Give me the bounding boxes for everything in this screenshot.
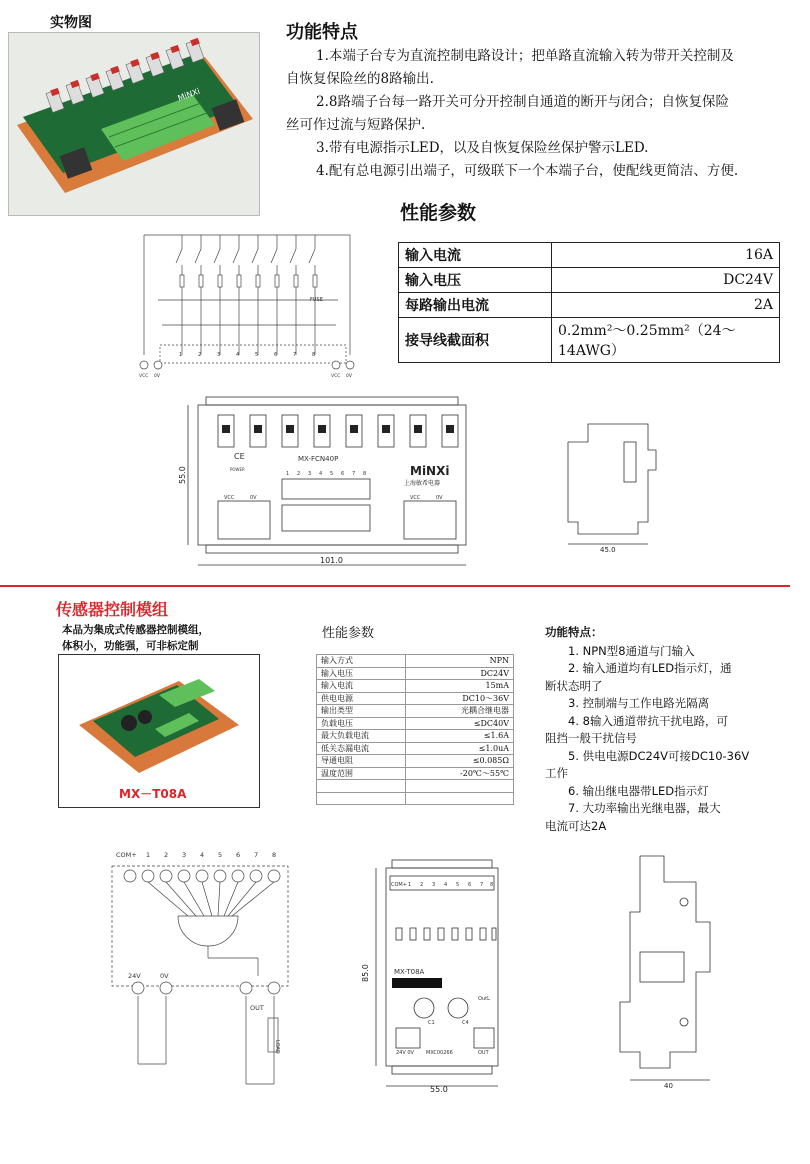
spec-row <box>399 268 780 293</box>
fuse-label: FUSE <box>310 297 323 303</box>
spec2-label: 温度范围 <box>317 767 406 780</box>
spec2-label: 输入电流 <box>317 680 406 693</box>
spec-value: 16A <box>552 243 780 268</box>
model-label: MX-FCN40P <box>298 455 339 463</box>
spec-row <box>399 243 780 268</box>
drawing-vcc-right: VCC <box>410 495 421 501</box>
spec2-label: 供电电源 <box>317 692 406 705</box>
spec2-value: DC10～36V <box>406 692 514 705</box>
spec2-label: 低关态漏电流 <box>317 742 406 755</box>
schem2-top-label: COM+ <box>116 851 137 859</box>
dim-depth: 45.0 <box>600 546 616 554</box>
spec2-value: ≤0.085Ω <box>406 755 514 768</box>
spec2-row <box>317 692 514 705</box>
drawing2-bottom-left: 24V 0V <box>396 1050 414 1056</box>
spec2-row <box>317 717 514 730</box>
product-photo-sensor-module <box>58 654 260 808</box>
spec2-row <box>317 705 514 718</box>
feature2-line: 5. 供电电源DC24V可接DC10-36V <box>568 748 750 763</box>
spec2-label: 输入方式 <box>317 655 406 668</box>
intro-line: 本品为集成式传感器控制模组， <box>62 624 209 636</box>
schematic-terminal: 7 <box>293 352 297 358</box>
schem2-top-label: 8 <box>272 851 277 859</box>
ce-mark: CE <box>234 452 245 461</box>
power-label: POWER <box>230 467 245 472</box>
schematic-0v-left: 0V <box>154 374 160 379</box>
spec2-title: 性能参数 <box>322 626 375 641</box>
spec2-label: 输出类型 <box>317 705 406 718</box>
spec2-value: ≤DC40V <box>406 717 514 730</box>
spec2-row <box>317 680 514 693</box>
drawing2-c4: C4 <box>462 1020 469 1026</box>
feature2-line: 阻挡一般干扰信号 <box>545 731 637 745</box>
dim2-width: 55.0 <box>430 1085 448 1094</box>
drawing-0v: 0V <box>250 495 257 501</box>
dim-width: 101.0 <box>320 556 343 565</box>
circuit-schematic-sensor <box>108 846 298 1096</box>
spec2-label: 负载电压 <box>317 717 406 730</box>
section2-title: 传感器控制模组 <box>56 600 169 619</box>
feature-line: 3.带有电源指示LED，以及自恢复保险丝保护警示LED. <box>316 140 649 156</box>
spec2-row <box>317 792 514 805</box>
channel-label: 2 <box>297 471 301 477</box>
drawing2-bottom-right: OUT <box>478 1050 489 1056</box>
spec2-value: 15mA <box>406 680 514 693</box>
drawing2-model: MX-T08A <box>394 968 425 976</box>
schem2-top-label: 2 <box>164 851 169 859</box>
spec2-row <box>317 780 514 793</box>
spec2-value: 光耦合继电器 <box>406 705 514 718</box>
features2-title: 功能特点： <box>545 625 603 639</box>
spec2-label: 最大负载电流 <box>317 730 406 743</box>
feature-line: 丝可作过流与短路保护. <box>286 117 426 133</box>
feature-line: 2.8路端子台每一路开关可分开控制自通道的断开与闭合；自恢复保险 <box>316 94 729 110</box>
spec-value: DC24V <box>552 268 780 293</box>
drawing2-top-label: 4 <box>444 882 448 888</box>
brand-cn: 上海敏希电器 <box>404 480 441 487</box>
spec2-value: NPN <box>406 655 514 668</box>
dim2-depth: 40 <box>664 1082 673 1090</box>
drawing2-top-label: 2 <box>420 882 424 888</box>
schem2-out: OUT <box>250 1004 264 1012</box>
schematic-terminal: 1 <box>179 352 183 358</box>
schematic-terminal: 5 <box>255 352 259 358</box>
schem2-0v: 0V <box>160 972 169 980</box>
feature2-line: 电流可达2A <box>545 818 607 833</box>
drawing2-top-label: 7 <box>480 882 484 888</box>
spec2-value: DC24V <box>406 667 514 680</box>
schematic-terminal: 8 <box>312 352 316 358</box>
spec-label: 输入电流 <box>399 243 552 268</box>
spec2-table <box>316 654 514 805</box>
spec2-row <box>317 742 514 755</box>
channel-label: 6 <box>341 471 345 477</box>
channel-label: 5 <box>330 471 334 477</box>
schematic-terminal: 6 <box>274 352 278 358</box>
spec2-value: ≤1.0uA <box>406 742 514 755</box>
features2-list <box>545 624 795 835</box>
spec-label: 接导线截面积 <box>399 318 552 363</box>
model-caption: MX－T08A <box>119 787 187 801</box>
spec2-row <box>317 655 514 668</box>
channel-label: 8 <box>363 471 367 477</box>
section-divider <box>0 585 790 587</box>
feature2-line: 3. 控制端与工作电路光隔离 <box>568 696 710 710</box>
schem2-24v: 24V <box>128 972 141 980</box>
brand-logo: MiNXi <box>410 464 450 478</box>
feature-line: 1.本端子台专为直流控制电路设计；把单路直流输入转为带开关控制及 <box>316 48 734 64</box>
board-logo: MiNXi <box>176 86 202 103</box>
drawing2-top-label: 3 <box>432 882 436 888</box>
spec2-value <box>406 792 514 805</box>
schem2-top-label: 6 <box>236 851 241 859</box>
drawing2-c1: C1 <box>428 1020 435 1026</box>
section2-intro <box>62 622 209 654</box>
schematic-terminal: 2 <box>198 352 202 358</box>
mechanical-drawing-front <box>178 395 483 575</box>
mechanical-drawing-side <box>558 412 668 557</box>
spec2-label: 导通电阻 <box>317 755 406 768</box>
channel-label: 7 <box>352 471 356 477</box>
drawing2-pcb-code: MXC00266 <box>426 1050 453 1056</box>
schem2-top-label: 3 <box>182 851 187 859</box>
drawing2-top-label: 5 <box>456 882 460 888</box>
spec-table <box>398 242 780 363</box>
spec2-label <box>317 780 406 793</box>
spec2-value: -20℃～55℃ <box>406 767 514 780</box>
spec2-label <box>317 792 406 805</box>
mechanical-drawing2-front <box>360 858 510 1094</box>
spec-row <box>399 293 780 318</box>
drawing2-top-label: COM+ <box>391 882 407 888</box>
feature2-line: 断状态明了 <box>545 678 603 693</box>
schem2-top-label: 1 <box>146 851 151 859</box>
schematic-vcc-left: VCC <box>139 374 149 379</box>
feature-line: 4.配有总电源引出端子，可级联下一个本端子台，使配线更简洁、方便. <box>316 163 739 179</box>
schematic-0v-right: 0V <box>346 374 352 379</box>
spec2-row <box>317 755 514 768</box>
drawing-vcc: VCC <box>224 495 235 501</box>
schem2-top-label: 4 <box>200 851 205 859</box>
schematic-terminal: 4 <box>236 352 240 358</box>
spec2-row <box>317 767 514 780</box>
spec-label: 每路输出电流 <box>399 293 552 318</box>
spec-value: 2A <box>552 293 780 318</box>
spec-row <box>399 318 780 363</box>
drawing2-top-label: 6 <box>468 882 472 888</box>
feature2-line: 工作 <box>545 766 568 780</box>
drawing2-outled: OutL <box>478 996 490 1002</box>
features-list <box>286 45 806 183</box>
drawing2-top-label: 8 <box>490 882 494 888</box>
feature-line: 自恢复保险丝的8路输出. <box>286 71 434 87</box>
spec-value: 0.2mm²～0.25mm²（24～14AWG） <box>552 318 780 363</box>
spec2-value <box>406 780 514 793</box>
intro-line: 体积小，功能强，可非标定制 <box>62 640 199 652</box>
spec2-label: 输入电压 <box>317 667 406 680</box>
feature2-line: 4. 8输入通道带抗干扰电路，可 <box>568 713 728 728</box>
spec-title: 性能参数 <box>400 202 477 224</box>
channel-label: 3 <box>308 471 312 477</box>
spec-label: 输入电压 <box>399 268 552 293</box>
channel-label: 4 <box>319 471 323 477</box>
feature2-line: 1. NPN型8通道与门输入 <box>568 643 695 658</box>
features-title: 功能特点 <box>286 22 358 43</box>
schematic-terminal: 3 <box>217 352 221 358</box>
feature2-line: 2. 输入通道均有LED指示灯，通 <box>568 661 732 675</box>
spec2-row <box>317 667 514 680</box>
dim-height: 55.0 <box>178 466 187 484</box>
feature2-line: 6. 输出继电器带LED指示灯 <box>568 783 709 798</box>
drawing-0v-right: 0V <box>436 495 443 501</box>
schem2-top-label: 7 <box>254 851 259 859</box>
schem2-top-label: 5 <box>218 851 223 859</box>
photo-caption: 实物图 <box>50 15 92 31</box>
spec2-value: ≤1.6A <box>406 730 514 743</box>
schem2-load: LOAD <box>274 1040 280 1054</box>
feature2-line: 7. 大功率输出光继电器，最大 <box>568 801 721 815</box>
product-photo-terminal-block <box>8 32 260 216</box>
mechanical-drawing2-side <box>600 852 730 1092</box>
channel-label: 1 <box>286 471 290 477</box>
spec2-row <box>317 730 514 743</box>
schematic-vcc-right: VCC <box>331 374 341 379</box>
circuit-schematic-8ch <box>138 205 368 385</box>
drawing2-top-label: 1 <box>408 882 412 888</box>
dim2-height: 85.0 <box>361 964 370 982</box>
